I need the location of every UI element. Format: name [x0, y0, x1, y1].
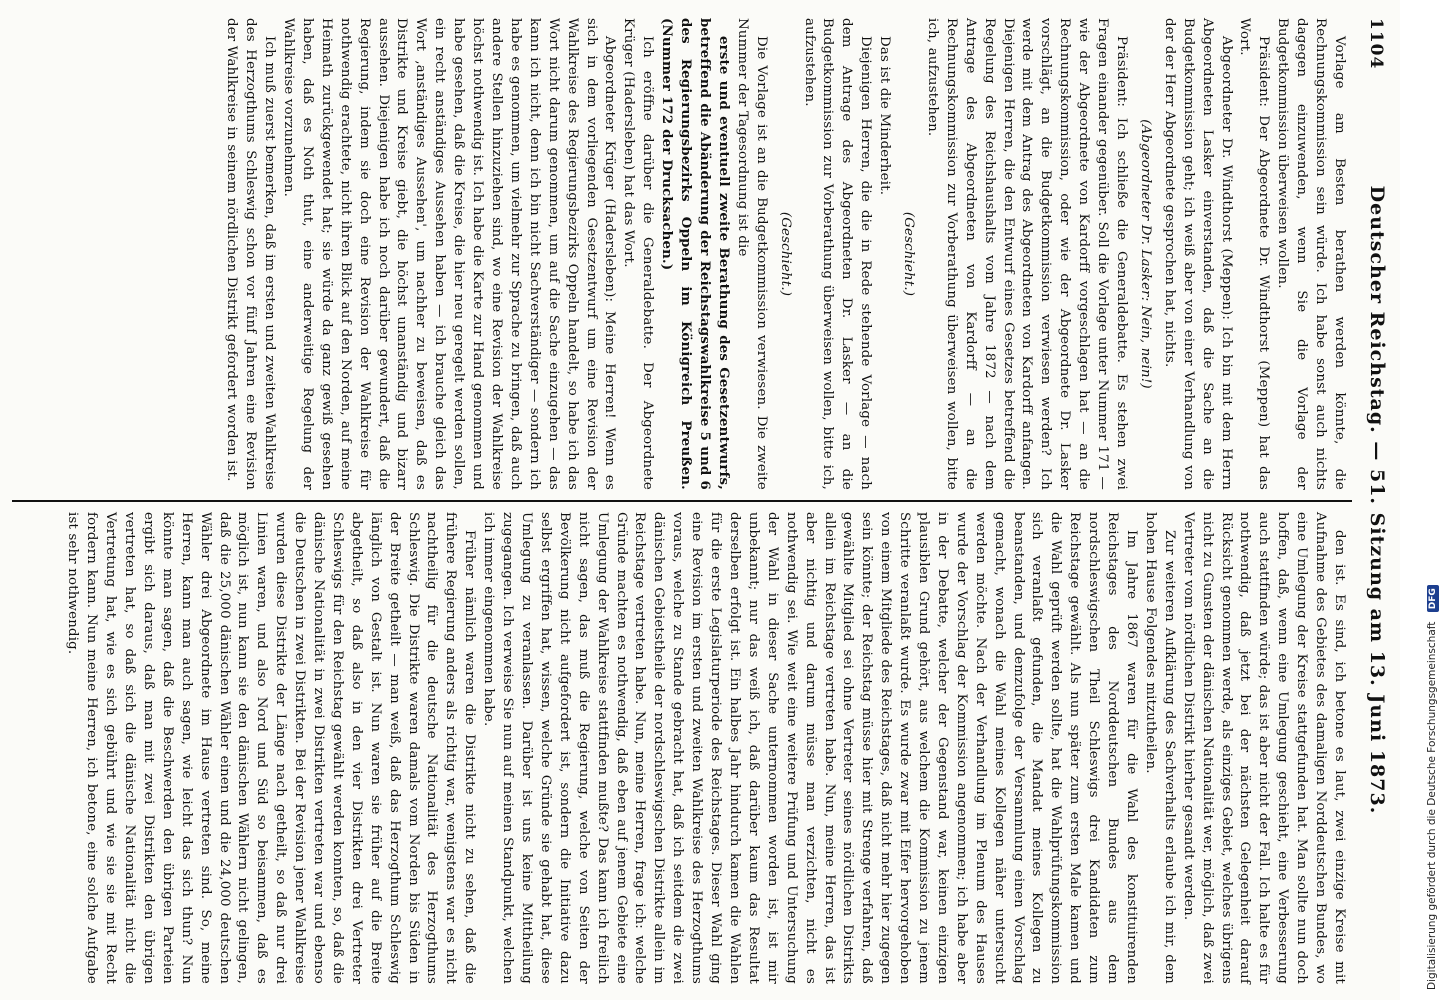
paragraph: Das ist die Minderheit.	[877, 36, 893, 196]
paragraph: Abgeordneter Dr. Windthorst (Meppen): Ich bin mit dem Herrn Abgeordneten Lasker einverstanden, daß die Sache an die Budgetkommission geht; ich weiß aber von einer Verhandlung von der der Herr Abgeordnete gesprochen hat, nichts.	[1161, 18, 1234, 490]
paragraph: Früher nämlich waren die Distrikte nicht zu sehen, daß die frühere Regierung anders als richtig war, wenigstens war es nicht nachtheilig für die deutsche Nationalität des Herzogthums Schleswig. Die Distrikte waren damals vom Norden bis Süden in der Breite getheilt — man weiß, daß das Herzogthum Schleswig länglich von Gestalt ist. Nun waren sie früher auf die Breite abgetheilt, so daß also in den vier Distrikten drei Vertreter Schleswigs für den Reichstag gewählt werden konnten, so, daß die dänische Nationalität in zwei Distrikten vertreten war und ebenso die Deutschen in zwei Distrikten. Bei der Revision jener Wahlkreise wurden diese Distrikte der Länge nach getheilt, so daß nur drei Linien waren, und also Nord und Süd so beisammen, daß es möglich ist, nun kann sie den dänischen Wählern nicht gelingen, daß die 25,000 dänischen Wähler einen und die 24,000 deutschen Wähler drei Abgeordnete im Hause vertreten sind. So, meine Herren, kann man auch sagen, wie leicht das sich thun? Nun könnte man sagen, daß die Beschwerden den übrigen Parteien ergibt sich daraus, daß man mit zwei Distrikten den übrigen vertreten hat, so daß sich die dänische Nationalität nicht die Vertretung hat, wie es sich gebührt und wie sie sie mit Recht fordern kann. Nun meine Herren, ich betone, eine solche Aufgabe ist sehr nothwendig.	[65, 512, 478, 984]
paragraph: Im Jahre 1867 waren für die Wahl des konstituirenden Reichstages des Norddeutschen Bundes aus dem nordschleswigschen Theil Schleswigs drei Kandidaten zum Reichstage gewählt. Als nun später zum ersten Male kamen und die Wahl geprüft werden sollte, hat die Wahlprüfungskommission sich veranlaßt gefunden, die Mandat meines Kollegen zu beanstanden, und demzufolge der Versammlung einen Vorschlag gemacht, wonach die Wahl meines Kollegen näher untersucht werden möchte. Nach der Verhandlung im Plenum des Hauses wurde der Vorschlag der Kommission angenommen; ich habe aber in der Debatte, welcher der Gegenstand war, keinen einzigen plausiblen Grund gehört, aus welchem die Kommission zu jenem Schritte veranlaßt wurde. Es wurde zwar mit Eifer hervorgehoben von einem Mitgliede des Reichstages, daß nicht mehr hier zugegen sein könnte; der Reichstag müsse hier mit Strenge verfahren, daß gewählte Mitglied sei ohne Vertreter seines nördlichen Distrikts allein im Reichstage vertreten habe. Nun, meine Herren, das ist aber nichtig und darum müsse man verzichten, nicht es nothwendig sei. Wie weit eine weitere Prüfung und Untersuchung der Wahl in dieser Sache unternommen worden ist, ist mir unbekannt; nur das weiß ich, daß darüber kaum das Resultat derselben erfolgt ist. Ein halbes Jahr hindurch kamen die Wahlen für die erste Legislaturperiode des Reichstages. Dieser Wahl ging eine Revision im ersten und zweiten Wahlkreise des Herzogthums voraus, welche zu Stande gebracht hat, daß ich seitdem die zwei dänischen Gebietstheile der nordschleswigschen Distrikte allein im Reichstage vertreten habe. Nun, meine Herren, frage ich: welche Gründe machten es nothwendig, daß eben auf jenem Gebiete eine Umlegung der Wahlkreise stattfinden mußte? Das kann ich freilich nicht sagen, das muß die Regierung, welche von Seiten der Bevölkerung nicht aufgefordert ist, sondern die Initiative dazu selbst ergriffen hat, wissen, welche Gründe sie gehabt hat, diese Umlegung zu veranlassen. Darüber ist uns keine Mittheilung zugegangen. Ich verweise Sie nun auf meinen Standpunkt, welchen ich immer eingenommen habe.	[481, 512, 1140, 984]
stage-direction: (Geschieht.)	[901, 211, 917, 297]
dfg-logo: DFG	[1427, 585, 1439, 612]
stage-direction: (Abgeordneter Dr. Lasker: Nein, nein!)	[1137, 119, 1153, 389]
paragraph: Die Vorlage ist an die Budgetkommission verwiesen. Die zweite Nummer der Tagesordnung ist die	[734, 18, 769, 490]
paragraph: Diejenigen Herren, die die in Rede stehende Vorlage — nach dem Antrage des Abgeordneten Dr. Lasker — an die Budgetkommission zur Vorberathung überweisen wollen, bitte ich, aufzustehen.	[801, 18, 874, 490]
digitization-credit	[1404, 0, 1438, 1000]
paragraph: den ist. Es sind, ich betone es laut, zwei einzige Kreise mit Aufnahme des Gebietes des damaligen Norddeutschen Bundes, wo eine Umlegung der Kreise stattgefunden hat. Man sollte nun doch hoffen, daß, wenn eine Umlegung geschieht, eine Verbesserung auch stattfinden würde; das ist aber nicht der Fall. Ich halte es für nothwendig, daß jetzt bei der nächsten Gelegenheit darauf Rücksicht genommen werde, als einziges Gebiet, welches übrigens nicht zu Gunsten der dänischen Nationalität wer, möglich, daß zwei Vertreter vom nördlichen Distrikt hierher gesandt werden.	[1180, 512, 1347, 984]
paragraph: Vorlage am Besten berathen werden könnte, die Rechnungskommission sein würde. Ich habe sonst auch nichts dagegen einzuwenden, wenn Sie die Vorlage der Budgetkommission überweisen wollen.	[1275, 18, 1347, 490]
page-header	[1356, 0, 1400, 1000]
paragraph: Zur weiteren Aufklärung des Sachverhalts erlaube ich mir, dem hohen Hause Folgendes mitzutheilen.	[1142, 512, 1177, 984]
page-title: Deutscher Reichstag. — 51. Sitzung am 13. Juni 1873.	[1366, 185, 1388, 815]
paragraph: Abgeordneter Krüger (Hadersleben): Meine Herren! Wenn es sich in dem vorliegenden Gesetzentwurf um eine Revision der Wahlkreise des Regierungsbezirks Oppeln handelt, so habe ich das Wort nicht darum genommen, um auf die Sache einzugehen — das kann ich nicht, denn ich bin nicht Sachverständiger — sondern ich habe es genommen, um vielmehr zur Sprache zu bringen, daß auch andere Stellen hinzuziehen sind, wo eine Revision der Wahlkreise höchst nothwendig ist. Ich habe die Karte zur Hand genommen und habe gesehen, daß die Kreise, die hier neu geregelt werden sollen, ein recht anständiges Aussehen haben — ich brauche gleich das Wort ‚anständiges Aussehen', um nachher zu beweisen, daß es Distrikte und Kreise giebt, die höchst unanständig und bizarr aussehen. Diejenigen habe ich noch darüber gewundert, daß die Regierung, indem sie doch eine Revision der Wahlkreise für nothwendig erachtete, nicht ihren Blick auf den Norden, auf meine Heimath zurückgewendet hat; sie würde da ganz gewiß gesehen haben, daß es Noth thut, eine anderweitige Regelung der Wahlkreise vorzunehmen.	[281, 18, 618, 490]
paragraph: Präsident: Ich schließe die Generaldebatte. Es stehen zwei Fragen einander gegenüber. Soll die Vorlage unter Nummer 171 — wie der Abgeordnete von Kardorff vorgeschlagen hat — an die Rechnungskommission, oder wie der Abgeordnete Dr. Lasker vorschlägt, an die Budgetkommission verwiesen werden? Ich werde mit dem Antrag des Abgeordneten von Kardorff anfangen. Diejenigen Herren, die den Entwurf eines Gesetzes betreffend die Regelung des Reichshaushalts vom Jahre 1872 — nach dem Antrage des Abgeordneten von Kardorff — an die Rechnungskommission zur Vorberathung überweisen wollen, bitte ich, aufzustehen.	[924, 18, 1130, 490]
paragraph: Ich muß zuerst bemerken, daß im ersten und zweiten Wahlkreise des Herzogthums Schleswig schon vor fünf Jahren eine Revision der Wahlkreise in seinem nördlichen Distrikt gefordert worden ist.	[224, 18, 278, 490]
paragraph: Präsident: Der Abgeordnete Dr. Windthorst (Meppen) hat das Wort.	[1237, 18, 1272, 490]
page-number: 1104	[1366, 18, 1386, 70]
right-column	[18, 512, 1348, 984]
left-column	[18, 18, 1348, 490]
paragraph: erste und eventuell zweite Berathung des Gesetzentwurfs, betreffend die Abänderung der Reichstagswahlkreise 5 und 6 des Regierungsbezirks Oppeln im Königreich Preußen. (Nummer 172 der Drucksachen.)	[659, 18, 731, 490]
column-divider	[12, 500, 1352, 502]
paragraph: Ich eröffne darüber die Generaldebatte. Der Abgeordnete Krüger (Hadersleben) hat das Wort.	[621, 18, 656, 490]
credit-text: Digitalisierung gefördert durch die Deutsche Forschungsgemeinschaft	[1426, 621, 1438, 990]
stage-direction: (Geschieht.)	[777, 211, 793, 297]
